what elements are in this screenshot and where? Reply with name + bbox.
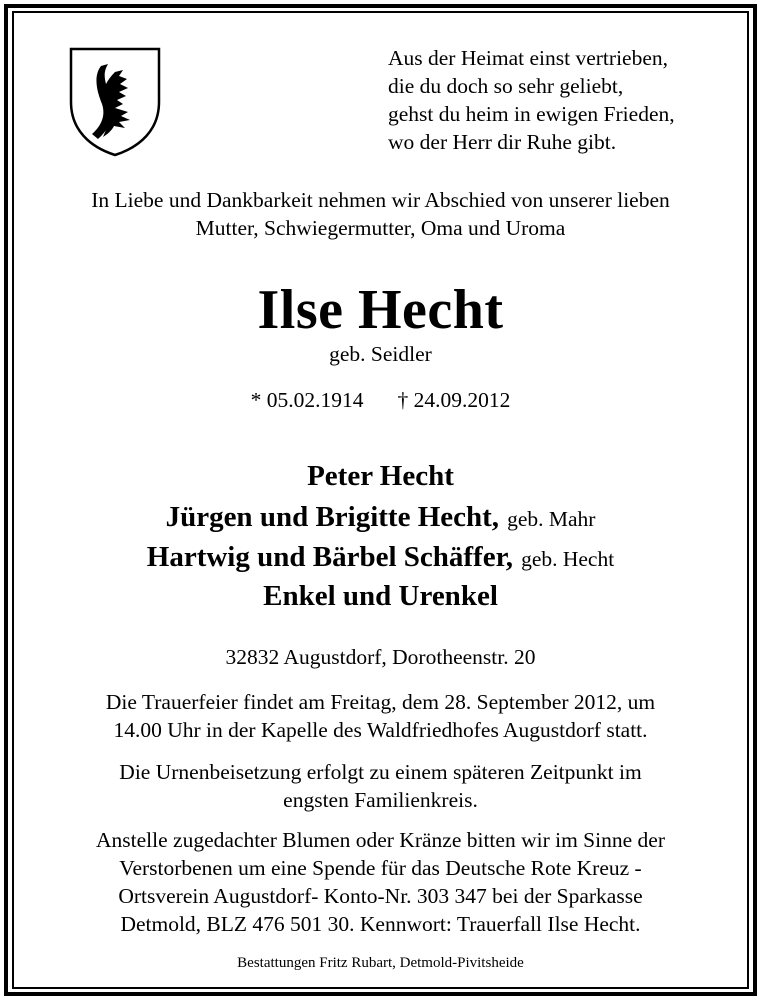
family-note: geb. Hecht [521, 547, 615, 571]
paragraph-line: Anstelle zugedachter Blumen oder Kränze bitten wir im Sinne der [96, 828, 665, 852]
verse [388, 44, 675, 156]
verse-line: wo der Herr dir Ruhe gibt. [388, 130, 617, 154]
funeral-notice [0, 688, 761, 744]
family-line [0, 577, 761, 615]
birth-date: * 05.02.1914 [250, 388, 364, 412]
family-line [0, 457, 761, 495]
maiden-name: geb. Seidler [329, 342, 432, 366]
funeral-home: Bestattungen Fritz Rubart, Detmold-Pivitsheide [237, 955, 524, 971]
verse-line: die du doch so sehr geliebt, [388, 74, 624, 98]
paragraph-line: Detmold, BLZ 476 501 30. Kennwort: Trauerfall Ilse Hecht. [120, 912, 641, 936]
death-date: † 24.09.2012 [397, 388, 511, 412]
family-line [0, 538, 761, 578]
elk-antler-crest-icon [68, 46, 162, 158]
intro-line: Mutter, Schwiegermutter, Oma und Uroma [195, 216, 566, 240]
paragraph-line: Die Urnenbeisetzung erfolgt zu einem späteren Zeitpunkt im [119, 760, 642, 784]
family-name: Hartwig und Bärbel Schäffer, [146, 541, 514, 573]
family-name: Enkel und Urenkel [263, 580, 498, 612]
deceased-name: Ilse Hecht [257, 279, 504, 341]
verse-line: gehst du heim in ewigen Frieden, [388, 102, 675, 126]
verse-line: Aus der Heimat einst vertrieben, [388, 46, 669, 70]
life-dates [0, 386, 761, 414]
donation-notice [0, 826, 761, 938]
paragraph-line: engsten Familienkreis. [283, 788, 478, 812]
intro-text [0, 186, 761, 242]
family-name: Jürgen und Brigitte Hecht, [165, 501, 500, 533]
intro-line: In Liebe und Dankbarkeit nehmen wir Abschied von unserer lieben [91, 188, 670, 212]
urn-notice [0, 758, 761, 814]
paragraph-line: 14.00 Uhr in der Kapelle des Waldfriedhofes Augustdorf statt. [113, 718, 648, 742]
paragraph-line: Die Trauerfeier findet am Freitag, dem 28. September 2012, um [105, 690, 656, 714]
paragraph-line: Verstorbenen um eine Spende für das Deutsche Rote Kreuz - [119, 856, 642, 880]
paragraph-line: Ortsverein Augustdorf- Konto-Nr. 303 347 bei der Sparkasse [118, 884, 643, 908]
family-name: Peter Hecht [307, 460, 454, 492]
family-line [0, 498, 761, 538]
family-note: geb. Mahr [507, 507, 596, 531]
address: 32832 Augustdorf, Dorotheenstr. 20 [225, 645, 536, 669]
